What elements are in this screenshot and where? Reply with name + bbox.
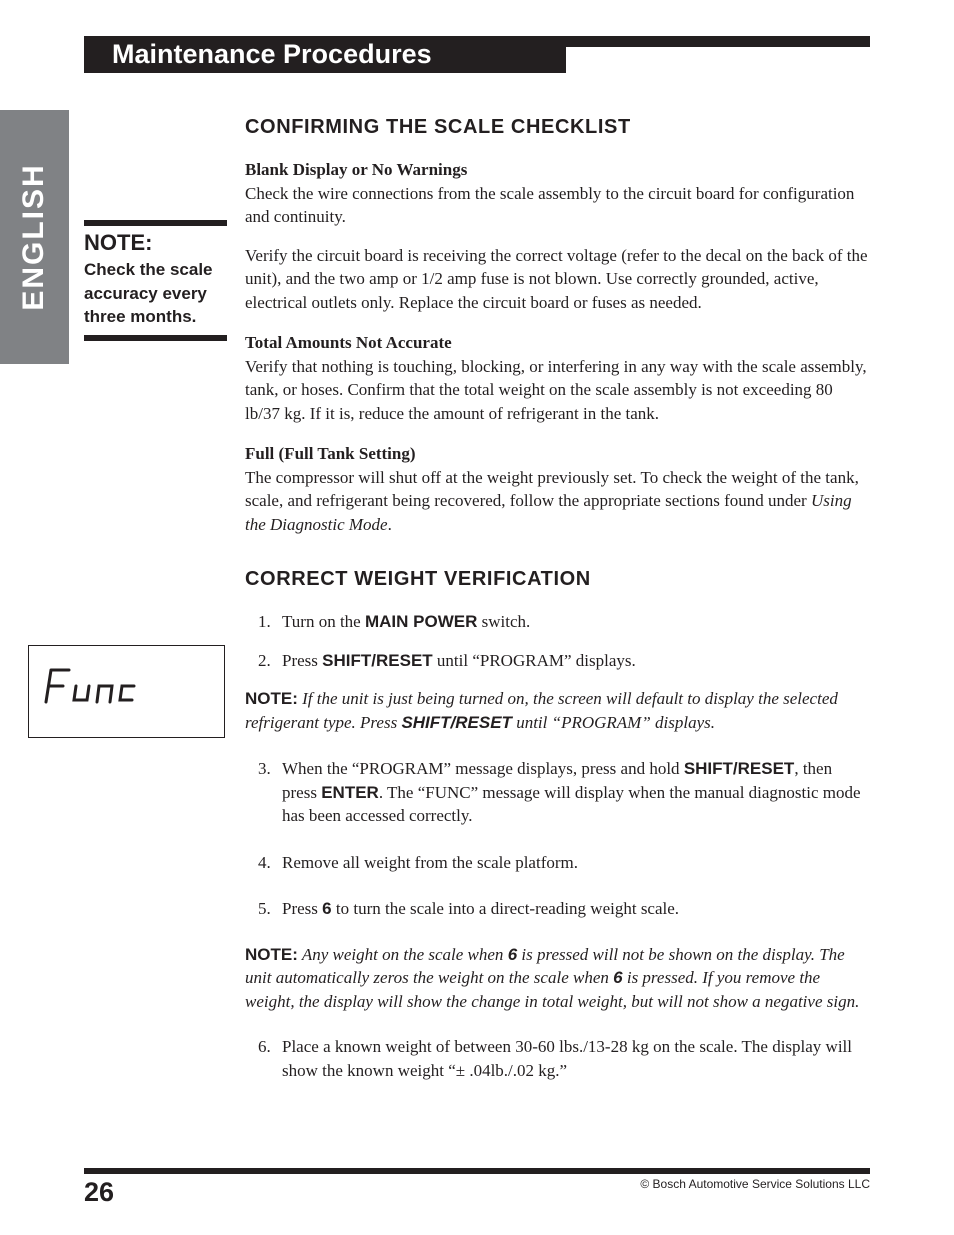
key-label: 6 <box>322 899 332 918</box>
note-rule-bottom <box>84 335 227 341</box>
side-note-body <box>84 258 234 329</box>
key-label: SHIFT/RESET <box>683 759 795 778</box>
note-label: NOTE: <box>245 944 298 964</box>
inline-note: NOTE: Any weight on the scale when 6 is pressed will not be shown on the display. The unit automatically zeros the weight on the scale when 6 is pressed. If you remove the weight, the display will show the change in total weight, but will not show a negative sign. <box>245 944 860 1011</box>
reference-italic: Using the Diagnostic Mode <box>245 491 852 534</box>
key-label: 6 <box>507 944 518 964</box>
copyright: © Bosch Automotive Service Solutions LLC <box>640 1177 870 1191</box>
paragraph: The compressor will shut off at the weight previously set. To check the weight of the tank, scale, and refrigerant being recovered, follow the appropriate sections found under Using the Diagnostic Mode. <box>245 467 859 534</box>
list-number: 3. <box>258 759 271 778</box>
inline-note: NOTE: If the unit is just being turned on, the screen will default to display the selected refrigerant type. Press SHIFT/RESET until “PROGRAM” displays. <box>245 689 838 732</box>
list-item: 5. Press 6 to turn the scale into a direct-reading weight scale. <box>245 897 870 921</box>
section-heading-weight: CORRECT WEIGHT VERIFICATION <box>245 568 591 590</box>
func-display-graphic <box>29 646 226 739</box>
subheading-total-amounts: Total Amounts Not Accurate <box>245 333 452 352</box>
key-label: MAIN POWER <box>364 612 478 631</box>
key-label: SHIFT/RESET <box>401 712 512 732</box>
list-item: 3. When the “PROGRAM” message displays, press and hold SHIFT/RESET, then press ENTER. The “FUNC” message will display when the manual diagnostic mode has been accessed correctly. <box>258 759 861 825</box>
list-number: 5. <box>258 899 271 918</box>
key-label: SHIFT/RESET <box>322 650 433 670</box>
key-label: ENTER <box>321 782 379 802</box>
side-note-line: accuracy every <box>84 283 207 303</box>
list-number: 2. <box>258 650 271 670</box>
paragraph: Verify that nothing is touching, blocking, or interfering in any way with the scale assembly, tank, or hoses. Confirm that the total weight on the scale assembly is not exceeding 80 lb/37 kg. If it is, reduce the amount of refrigerant in the tank. <box>245 356 867 423</box>
list-item: 6. Place a known weight of between 30-60 lbs./13-28 kg on the scale. The display will show the known weight “± .04lb./.02 kg.” <box>258 1037 853 1080</box>
note-label: NOTE: <box>245 689 298 708</box>
section-heading-checklist: CONFIRMING THE SCALE CHECKLIST <box>245 116 631 138</box>
subheading-full-tank: Full (Full Tank Setting) <box>245 444 416 463</box>
footer-rule <box>84 1168 870 1174</box>
side-note-heading: NOTE: <box>84 230 153 255</box>
paragraph: Check the wire connections from the scale assembly to the circuit board for configuration and continuity. <box>245 183 855 226</box>
list-number: 6. <box>258 1037 271 1056</box>
note-rule-top <box>84 220 227 226</box>
side-note-line: three months. <box>84 307 197 326</box>
page-title: Maintenance Procedures <box>112 39 432 69</box>
list-item: 1. Turn on the MAIN POWER switch. <box>245 610 870 634</box>
side-note-line: Check the scale <box>84 260 213 279</box>
paragraph: Verify the circuit board is receiving the correct voltage (refer to the decal on the back of the unit), and the two amp or 1/2 amp fuse is not blown. Use correctly grounded, active, electrical outlets only. Replace the circuit board or fuses as needed. <box>245 245 868 312</box>
main-content <box>245 112 870 1082</box>
list-number: 4. <box>258 852 271 872</box>
list-item: 4. Remove all weight from the scale platform. <box>245 851 870 875</box>
subheading-blank-display: Blank Display or No Warnings <box>245 160 468 179</box>
lcd-display-image <box>28 645 225 738</box>
language-label: ENGLISH <box>17 163 50 311</box>
page-number: 26 <box>84 1177 115 1207</box>
list-number: 1. <box>258 612 271 631</box>
list-item: 2. Press SHIFT/RESET until “PROGRAM” displays. <box>245 649 870 673</box>
key-label: 6 <box>613 968 623 987</box>
